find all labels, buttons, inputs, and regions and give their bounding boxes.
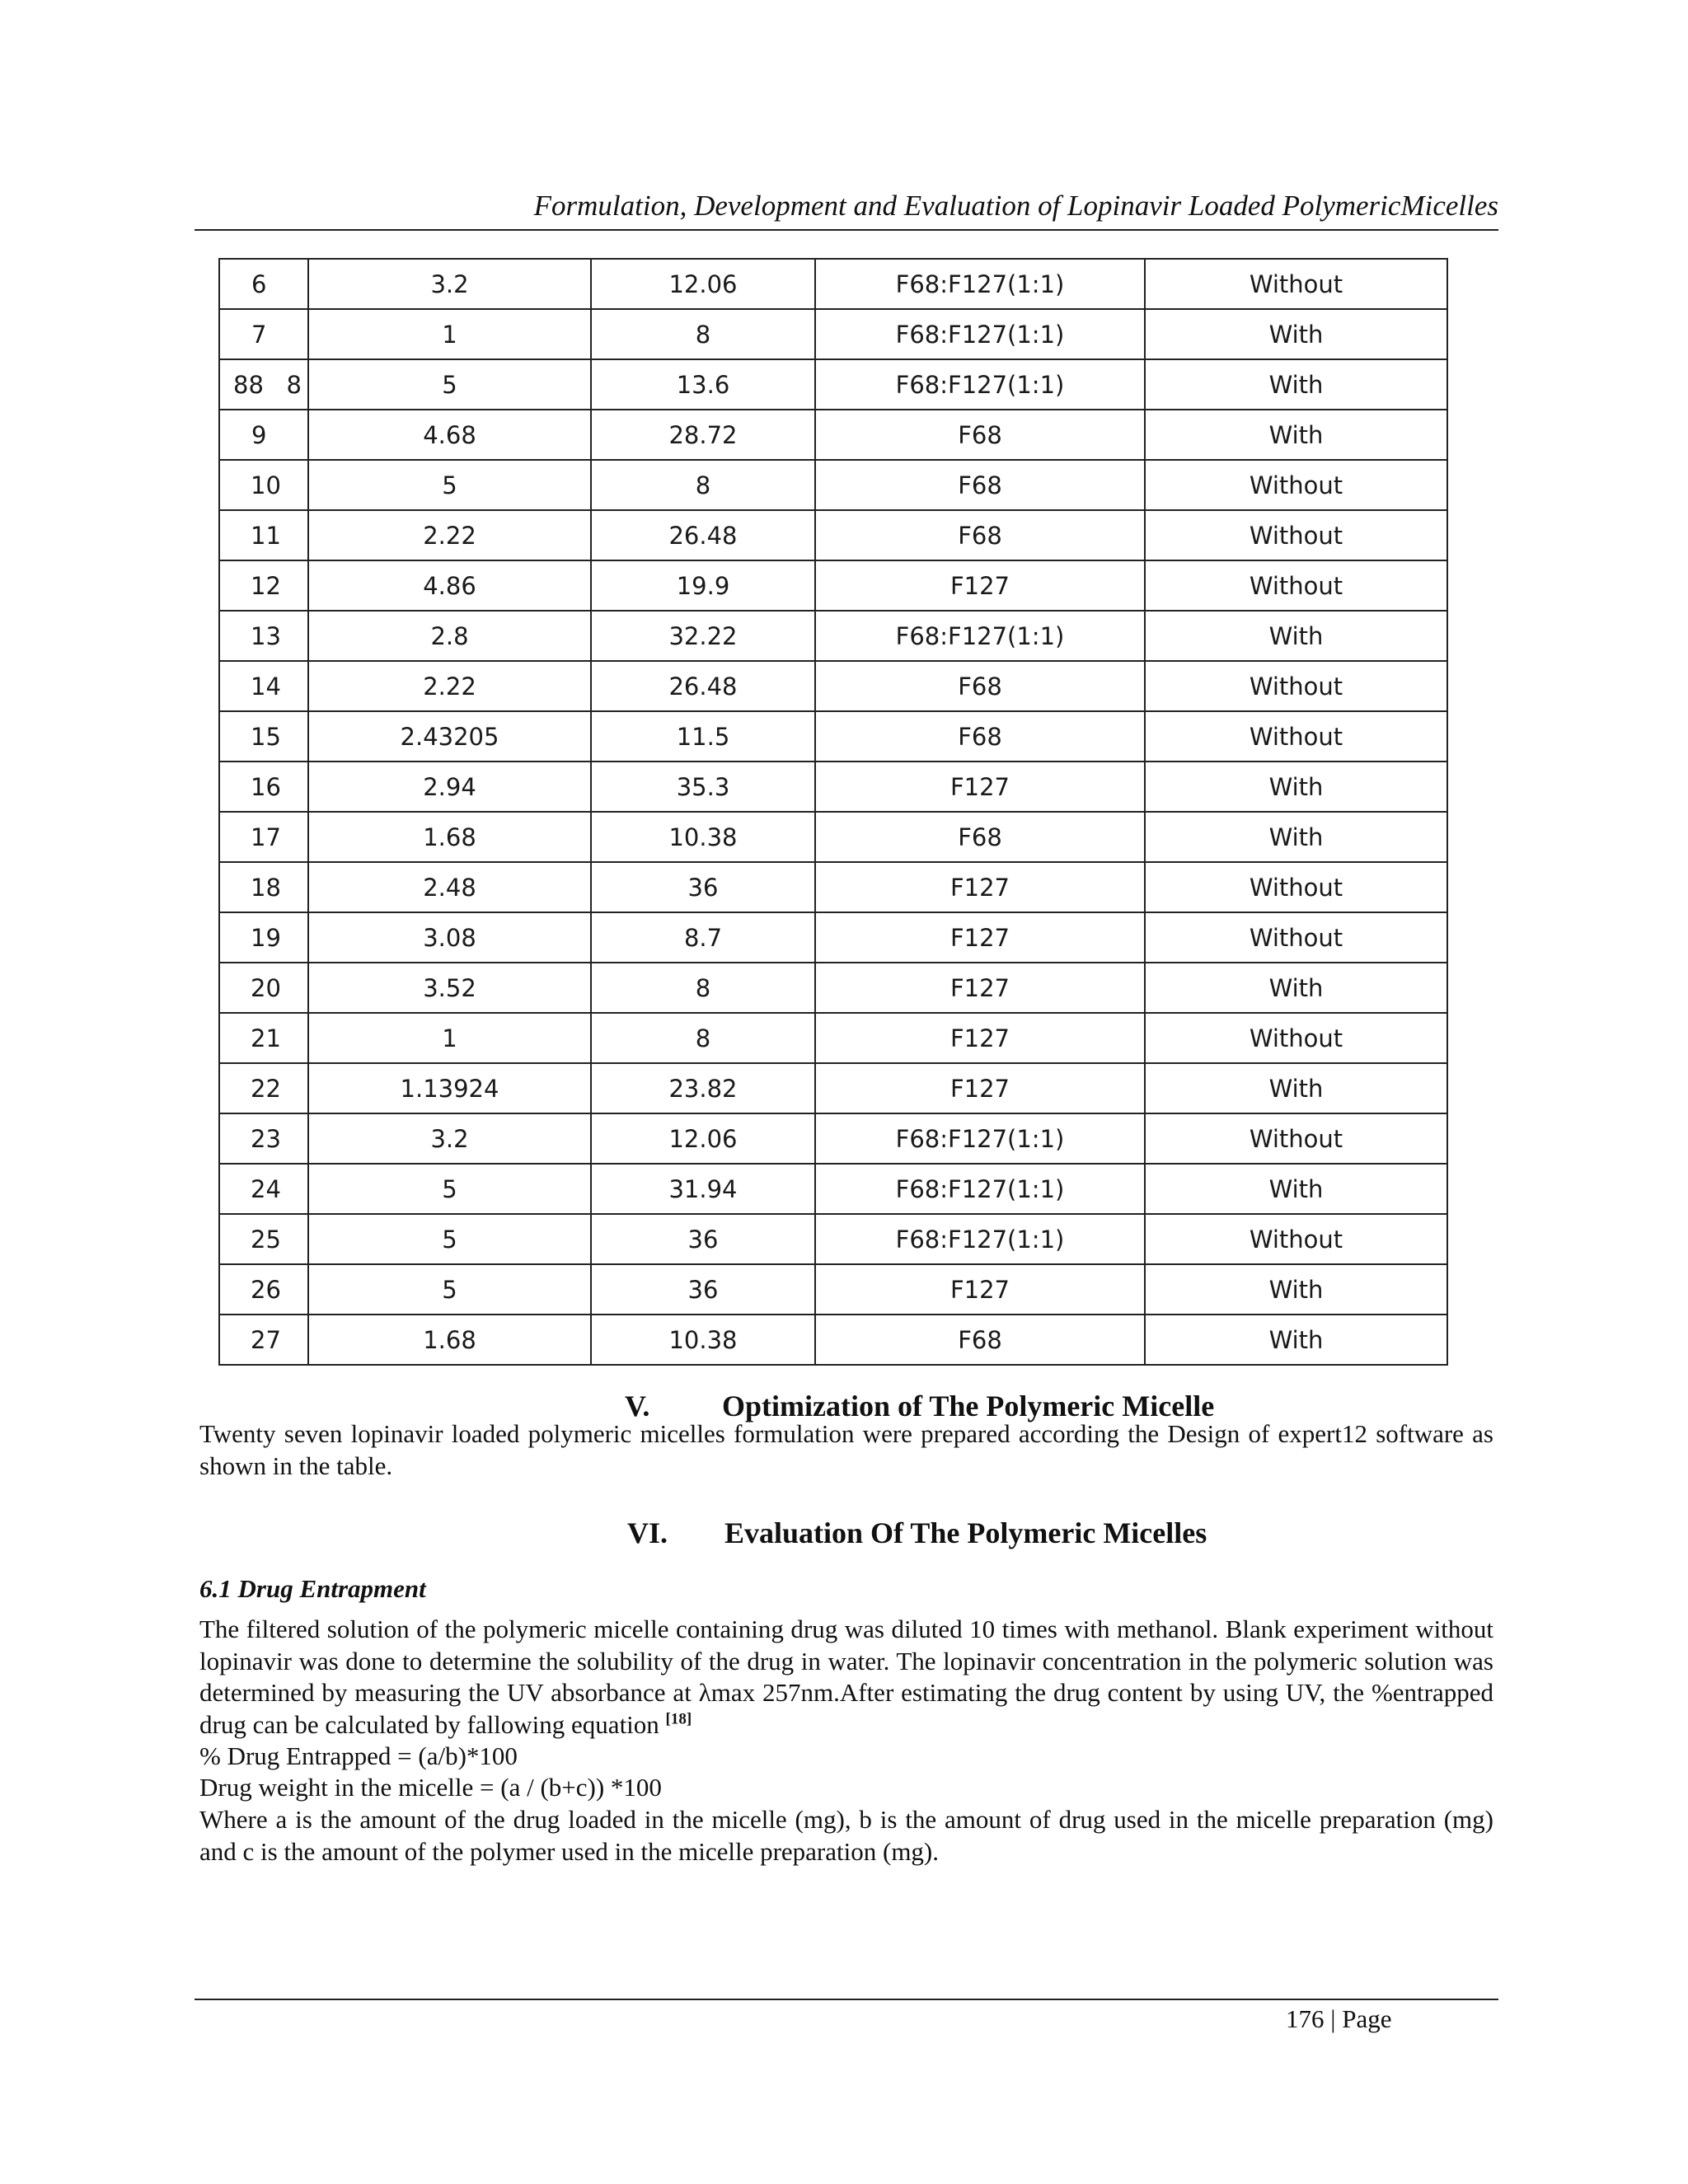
formulation-table (218, 258, 1448, 1366)
table-row (219, 963, 1447, 1013)
running-header: Formulation, Development and Evaluation of Lopinavir Loaded PolymericMicelles (195, 188, 1498, 231)
entrapment-text: The filtered solution of the polymeric micelle containing drug was diluted 10 times with methanol. Blank experiment without lopinavir was done to determine the solubility of the drug in water. The lopinavir concentration in the polymeric solution was determined by measuring the UV absorbance at λmax 257nm.After estimating the drug content by using UV, the %entrapped drug can be calculated by fallowing equation (199, 1615, 1493, 1739)
cell-condition: With (1145, 1264, 1447, 1315)
table-row (219, 259, 1447, 309)
table-row (219, 912, 1447, 963)
table-row (219, 611, 1447, 661)
cell-polymer: F68:F127(1:1) (815, 259, 1145, 309)
table-row (219, 1013, 1447, 1063)
cell-formulation-number: 7 (219, 309, 308, 359)
cell-polymer: F68 (815, 661, 1145, 711)
footer-rule (195, 1999, 1498, 2000)
cell-condition: With (1145, 410, 1447, 460)
cell-value-a: 1.68 (308, 812, 591, 862)
cell-value-a: 1 (308, 309, 591, 359)
cell-value-a: 5 (308, 1264, 591, 1315)
cell-polymer: F127 (815, 1063, 1145, 1113)
cell-formulation-number: 10 (219, 460, 308, 510)
cell-polymer: F68 (815, 410, 1145, 460)
table-row (219, 1214, 1447, 1264)
cell-value-b: 36 (591, 1214, 815, 1264)
cell-value-a: 3.2 (308, 259, 591, 309)
cell-value-b: 26.48 (591, 510, 815, 560)
cell-polymer: F68 (815, 1315, 1145, 1365)
cell-value-a: 5 (308, 460, 591, 510)
table-row (219, 1164, 1447, 1214)
cell-formulation-number: 20 (219, 963, 308, 1013)
cell-value-b: 8.7 (591, 912, 815, 963)
cell-formulation-number: 19 (219, 912, 308, 963)
page-number: 176 | Page (1286, 2004, 1392, 2033)
cell-polymer: F127 (815, 912, 1145, 963)
cell-formulation-number: 21 (219, 1013, 308, 1063)
section-5-paragraph: Twenty seven lopinavir loaded polymeric micelles formulation were prepared according the Design of expert12 software as shown in the table. (199, 1419, 1493, 1480)
cell-condition: With (1145, 1164, 1447, 1214)
cell-formulation-number: 26 (219, 1264, 308, 1315)
cell-condition: Without (1145, 259, 1447, 309)
cell-value-a: 5 (308, 1214, 591, 1264)
cell-polymer: F68:F127(1:1) (815, 359, 1145, 410)
table-row (219, 510, 1447, 560)
cell-value-b: 28.72 (591, 410, 815, 460)
cell-formulation-number: 11 (219, 510, 308, 560)
cell-value-a: 2.8 (308, 611, 591, 661)
table-row (219, 460, 1447, 510)
table-body (219, 259, 1447, 1365)
cell-formulation-number: 6 (219, 259, 308, 309)
cell-condition: Without (1145, 661, 1447, 711)
cell-value-a: 2.43205 (308, 711, 591, 762)
cell-condition: Without (1145, 560, 1447, 611)
table-row (219, 410, 1447, 460)
cell-formulation-number: 12 (219, 560, 308, 611)
cell-condition: Without (1145, 912, 1447, 963)
cell-value-b: 11.5 (591, 711, 815, 762)
cell-value-b: 8 (591, 963, 815, 1013)
cell-value-a: 5 (308, 1164, 591, 1214)
cell-value-a: 3.08 (308, 912, 591, 963)
cell-polymer: F68:F127(1:1) (815, 309, 1145, 359)
cell-value-b: 12.06 (591, 259, 815, 309)
cell-polymer: F127 (815, 762, 1145, 812)
cell-value-a: 1.68 (308, 1315, 591, 1365)
cell-formulation-number: 88 8 (219, 359, 308, 410)
section-5-number: V. (625, 1390, 650, 1422)
cell-formulation-number: 22 (219, 1063, 308, 1113)
cell-value-b: 26.48 (591, 661, 815, 711)
cell-value-b: 35.3 (591, 762, 815, 812)
cell-value-b: 31.94 (591, 1164, 815, 1214)
cell-condition: With (1145, 812, 1447, 862)
cell-polymer: F68 (815, 711, 1145, 762)
cell-condition: With (1145, 963, 1447, 1013)
section-6-heading (627, 1516, 1207, 1550)
table-row (219, 661, 1447, 711)
cell-value-a: 4.86 (308, 560, 591, 611)
section-6-title: Evaluation Of The Polymeric Micelles (724, 1516, 1207, 1549)
cell-condition: Without (1145, 460, 1447, 510)
equation-entrapped: % Drug Entrapped = (a/b)*100 (199, 1741, 518, 1770)
cell-formulation-number: 16 (219, 762, 308, 812)
table-row (219, 359, 1447, 410)
cell-polymer: F127 (815, 1264, 1145, 1315)
cell-formulation-number: 14 (219, 661, 308, 711)
section-6-number: VI. (627, 1516, 668, 1549)
cell-value-b: 32.22 (591, 611, 815, 661)
cell-value-a: 1.13924 (308, 1063, 591, 1113)
cell-polymer: F68:F127(1:1) (815, 1214, 1145, 1264)
table-row (219, 309, 1447, 359)
cell-value-b: 19.9 (591, 560, 815, 611)
table-row (219, 862, 1447, 912)
cell-value-a: 2.22 (308, 661, 591, 711)
table-row (219, 812, 1447, 862)
cell-value-a: 2.22 (308, 510, 591, 560)
cell-value-a: 1 (308, 1013, 591, 1063)
cell-formulation-number: 23 (219, 1113, 308, 1164)
variables-paragraph: Where a is the amount of the drug loaded in the micelle (mg), b is the amount of drug used in the micelle preparation (mg) and c is the amount of the polymer used in the micelle preparation (mg). (199, 1805, 1493, 1866)
cell-value-b: 8 (591, 460, 815, 510)
table-row (219, 560, 1447, 611)
cell-polymer: F68 (815, 460, 1145, 510)
cell-condition: With (1145, 309, 1447, 359)
cell-polymer: F68:F127(1:1) (815, 611, 1145, 661)
table-row (219, 1264, 1447, 1315)
cell-polymer: F68 (815, 812, 1145, 862)
cell-value-b: 10.38 (591, 812, 815, 862)
cell-condition: With (1145, 611, 1447, 661)
table-row (219, 711, 1447, 762)
section-5-title: Optimization of The Polymeric Micelle (722, 1390, 1215, 1422)
cell-value-b: 8 (591, 309, 815, 359)
cell-value-a: 3.2 (308, 1113, 591, 1164)
cell-polymer: F127 (815, 560, 1145, 611)
cell-value-b: 36 (591, 862, 815, 912)
table-row (219, 762, 1447, 812)
equation-drug-weight: Drug weight in the micelle = (a / (b+c)) *100 (199, 1773, 662, 1802)
cell-formulation-number: 9 (219, 410, 308, 460)
cell-value-b: 13.6 (591, 359, 815, 410)
cell-polymer: F127 (815, 1013, 1145, 1063)
entrapment-paragraph (199, 1614, 1493, 1741)
cell-polymer: F127 (815, 963, 1145, 1013)
cell-polymer: F68:F127(1:1) (815, 1113, 1145, 1164)
cell-value-a: 3.52 (308, 963, 591, 1013)
cell-polymer: F68:F127(1:1) (815, 1164, 1145, 1214)
cell-condition: With (1145, 1063, 1447, 1113)
cell-formulation-number: 15 (219, 711, 308, 762)
cell-value-a: 2.94 (308, 762, 591, 812)
citation: [18] (665, 1710, 692, 1728)
cell-value-b: 23.82 (591, 1063, 815, 1113)
cell-condition: Without (1145, 1113, 1447, 1164)
cell-value-a: 2.48 (308, 862, 591, 912)
cell-value-b: 8 (591, 1013, 815, 1063)
cell-condition: With (1145, 1315, 1447, 1365)
cell-value-a: 4.68 (308, 410, 591, 460)
cell-condition: Without (1145, 510, 1447, 560)
cell-value-a: 5 (308, 359, 591, 410)
cell-formulation-number: 18 (219, 862, 308, 912)
cell-formulation-number: 24 (219, 1164, 308, 1214)
cell-condition: Without (1145, 862, 1447, 912)
cell-condition: Without (1145, 711, 1447, 762)
table-row (219, 1315, 1447, 1365)
table-row (219, 1113, 1447, 1164)
cell-polymer: F127 (815, 862, 1145, 912)
cell-condition: With (1145, 359, 1447, 410)
cell-value-b: 36 (591, 1264, 815, 1315)
cell-value-b: 12.06 (591, 1113, 815, 1164)
cell-formulation-number: 13 (219, 611, 308, 661)
cell-value-b: 10.38 (591, 1315, 815, 1365)
table-row (219, 1063, 1447, 1113)
cell-formulation-number: 17 (219, 812, 308, 862)
cell-formulation-number: 27 (219, 1315, 308, 1365)
cell-condition: With (1145, 762, 1447, 812)
cell-polymer: F68 (815, 510, 1145, 560)
subsection-heading: 6.1 Drug Entrapment (199, 1574, 426, 1603)
cell-condition: Without (1145, 1013, 1447, 1063)
cell-condition: Without (1145, 1214, 1447, 1264)
cell-formulation-number: 25 (219, 1214, 308, 1264)
